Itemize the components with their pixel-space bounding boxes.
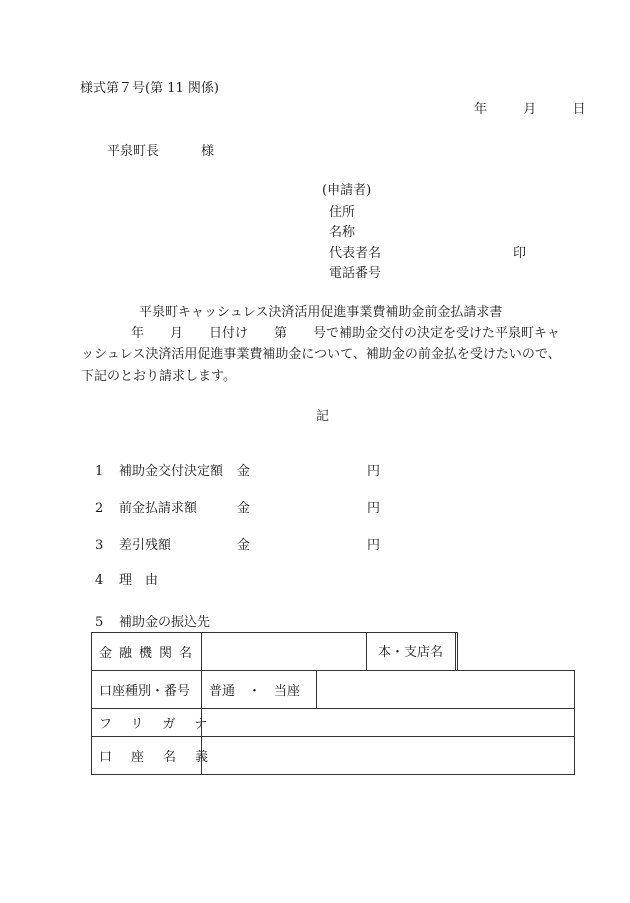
addressee-name: 平泉町長 bbox=[107, 144, 160, 159]
furigana-field[interactable] bbox=[202, 709, 575, 737]
item-transfer-destination bbox=[95, 616, 210, 629]
applicant-phone-label: 電話番号 bbox=[329, 266, 382, 281]
date-month: 月 bbox=[523, 102, 537, 117]
furigana-label: フリガナ bbox=[92, 709, 202, 737]
item-kin: 金 bbox=[237, 538, 251, 553]
date-year: 年 bbox=[474, 102, 488, 117]
form-number: 様式第７号(第 11 関係) bbox=[80, 81, 219, 96]
account-type-label: 口座種別・番号 bbox=[92, 671, 202, 709]
item-remaining-amount bbox=[95, 539, 380, 552]
item-number: 3 bbox=[95, 538, 104, 553]
applicant-address-label: 住所 bbox=[329, 205, 356, 220]
institution-label: 金融機関名 bbox=[92, 633, 202, 671]
item-label: 理 由 bbox=[119, 573, 159, 588]
item-label: 前金払請求額 bbox=[119, 501, 198, 516]
body-text-line-2: ッシュレス決済活用促進事業費補助金について、補助金の前金払を受けたいので、 bbox=[81, 347, 561, 362]
item-number: 1 bbox=[95, 464, 104, 479]
account-type-value[interactable]: 普通 ・ 当座 bbox=[202, 671, 317, 709]
item-label: 補助金の振込先 bbox=[119, 615, 211, 630]
item-label: 差引残額 bbox=[119, 538, 172, 553]
item-yen: 円 bbox=[367, 538, 381, 553]
item-number: 5 bbox=[95, 615, 104, 630]
table-row bbox=[92, 709, 575, 737]
applicant-heading: (申請者) bbox=[322, 183, 372, 198]
account-number-field[interactable] bbox=[317, 671, 575, 709]
item-label: 補助金交付決定額 bbox=[119, 464, 224, 479]
item-number: 4 bbox=[95, 573, 104, 588]
applicant-name-label: 名称 bbox=[329, 225, 356, 240]
holder-label: 口座名義 bbox=[92, 737, 202, 775]
item-kin: 金 bbox=[237, 501, 251, 516]
item-grant-decision-amount bbox=[95, 465, 380, 478]
item-yen: 円 bbox=[367, 501, 381, 516]
document-title: 平泉町キャッシュレス決済活用促進事業費補助金前金払請求書 bbox=[139, 305, 503, 320]
addressee bbox=[107, 145, 214, 158]
item-kin: 金 bbox=[237, 464, 251, 479]
date-day: 日 bbox=[572, 102, 586, 117]
body-text-line-1: 年 月 日付け 第 号で補助金交付の決定を受けた平泉町キャ bbox=[131, 326, 561, 341]
seal-mark: 印 bbox=[513, 246, 527, 261]
ki-heading: 記 bbox=[316, 409, 330, 424]
branch-divider-left bbox=[366, 632, 367, 670]
applicant-representative-label: 代表者名 bbox=[329, 246, 382, 261]
item-advance-request-amount bbox=[95, 502, 380, 515]
table-row bbox=[92, 671, 575, 709]
table-row bbox=[92, 737, 575, 775]
addressee-honorific: 様 bbox=[201, 144, 215, 159]
date-line bbox=[474, 103, 586, 116]
item-yen: 円 bbox=[367, 464, 381, 479]
branch-field[interactable] bbox=[456, 633, 573, 669]
item-reason bbox=[95, 574, 158, 587]
item-number: 2 bbox=[95, 501, 104, 516]
body-text-line-3: 下記のとおり請求します。 bbox=[81, 369, 236, 384]
holder-field[interactable] bbox=[202, 737, 575, 775]
branch-label: 本・支店名 bbox=[378, 645, 444, 660]
